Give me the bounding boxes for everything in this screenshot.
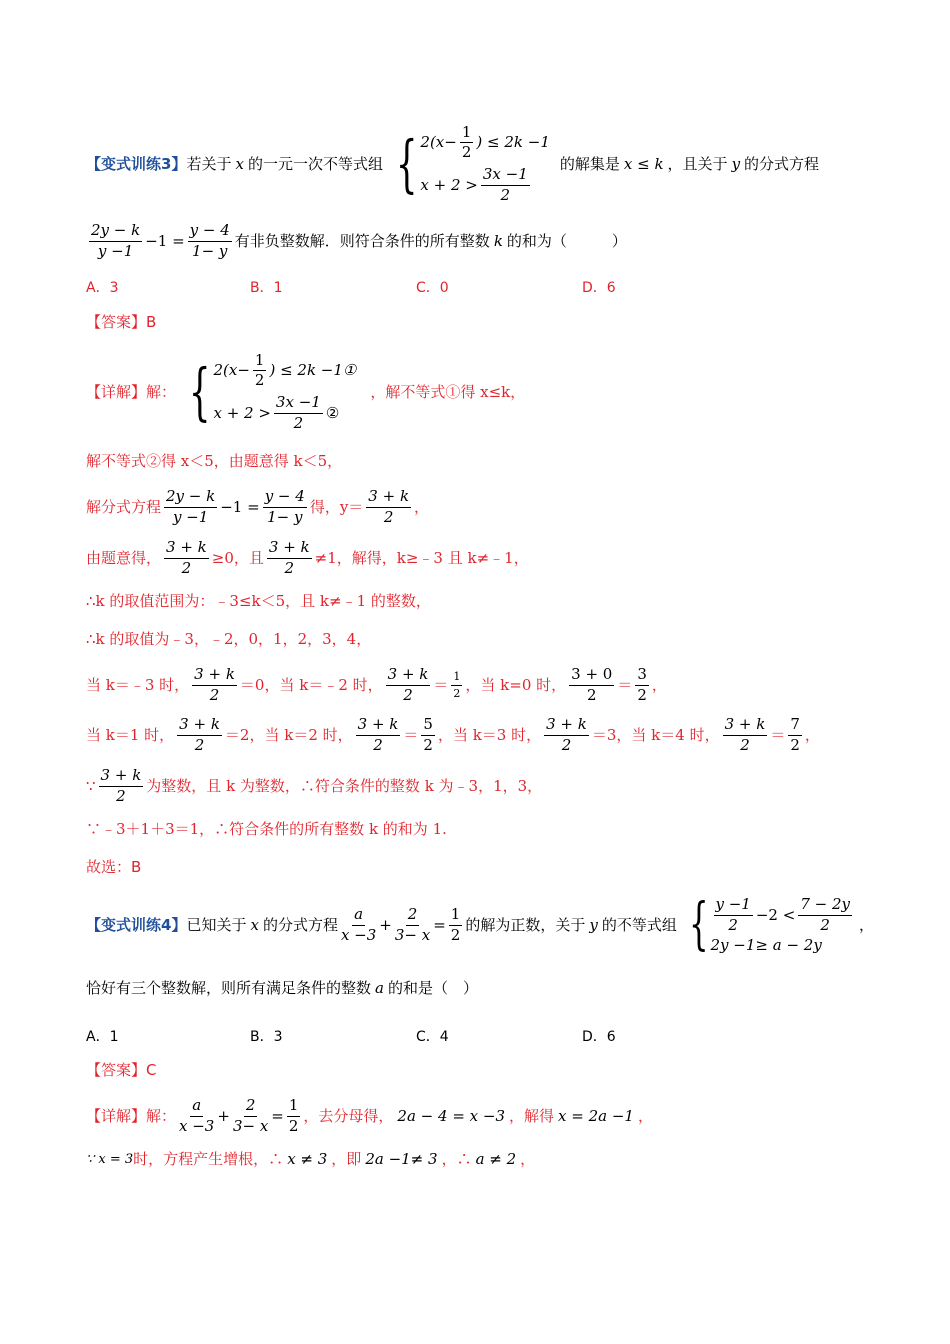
q3-inequality-system [387, 122, 550, 204]
q4-option-a: A．1 [86, 1029, 119, 1045]
q3-step6 [86, 664, 667, 706]
q3-sys-row2-a: x + 2 > [420, 175, 478, 194]
q4-after: 的解为正数，关于 [465, 915, 586, 934]
q4-detail-line2 [86, 1152, 535, 1167]
q3-detail-line [86, 346, 525, 438]
q3-d-row2-num: 3x −1 [274, 395, 323, 414]
q3-eq-frac1-den: y −1 [97, 241, 134, 260]
q3-l7-e: ＝3，当 k＝4 时， [591, 725, 720, 744]
q4-d-f3-den: 2 [288, 1116, 299, 1135]
q3-step8 [86, 765, 542, 807]
q3-l6-f1-num: 3 + k [192, 667, 237, 686]
q3-l7-f6-den: 2 [790, 735, 800, 754]
q3-detail-system [180, 350, 357, 432]
q4-f3-num: 1 [449, 907, 463, 926]
q4-detail-tag: 【详解】解： [86, 1106, 177, 1125]
q3-l8-num: 3 + k [99, 768, 144, 787]
q3-detail-tag: 【详解】解： [86, 382, 177, 401]
q4-d-eq: = [271, 1106, 284, 1125]
q3-l6-f2-den: 2 [403, 685, 413, 704]
q3-step2 [86, 486, 429, 528]
q4-f2-den: 3− x [394, 925, 431, 944]
q3-option-b: B．1 [250, 280, 283, 296]
q3-l2-f1-num: 2y − k [164, 489, 217, 508]
q3-l3-b: ≥0，且 [211, 548, 264, 567]
q4-option-b: B．3 [250, 1029, 283, 1045]
q3-d-row1-num: 1 [253, 353, 267, 372]
q4-s1-f2-num: 7 − 2y [798, 897, 852, 916]
q3-tag: 【变式训练3】 [86, 154, 187, 173]
q4-question-line1 [86, 886, 874, 964]
q3-l7-f1-num: 3 + k [177, 717, 222, 736]
q4-last-b: 时，方程产生增根，∴ [133, 1150, 284, 1168]
q3-l6-f5-num: 3 [635, 667, 649, 686]
q3-l3-c: ≠1，解得，k≥﹣3 且 k≠﹣1， [314, 548, 529, 567]
q4-d-a: ，去分母得， [303, 1106, 394, 1125]
q3-l7-f5-num: 3 + k [723, 717, 768, 736]
q3-l7-f2-den: 2 [373, 735, 383, 754]
q3-l6-d: ，当 k=0 时， [465, 675, 567, 694]
q4-s1-den: 2 [728, 916, 738, 934]
q4-d-c: ，解得 [509, 1106, 555, 1125]
q3-l6-f4-num: 3 + 0 [569, 667, 614, 686]
q3-option-a: A．3 [86, 280, 119, 296]
q3-l7-f5-den: 2 [740, 735, 750, 754]
q3-sys-row1-den: 2 [461, 143, 472, 162]
q4-f2-num: 2 [406, 907, 420, 926]
q4-var-x: x [250, 915, 259, 934]
q3-l3-f2-num: 3 + k [267, 540, 312, 559]
q4-answer: 【答案】C [86, 1061, 157, 1079]
q3-cond: x ≤ k [623, 154, 664, 173]
q3-step9: ∵﹣3＋1＋3＝1，∴符合条件的所有整数 k 的和为 1. [86, 820, 447, 838]
q4-option-c: C．4 [416, 1029, 449, 1045]
q4-option-d: D．6 [582, 1029, 616, 1045]
q4-eq: = [433, 915, 446, 934]
q4-intro: 已知关于 [186, 915, 247, 934]
q3-l7-f3-den: 2 [423, 735, 433, 754]
q3-sys-row1-b: ) ≤ 2k −1 [476, 133, 550, 152]
q4-last-g: a ≠ 2 [475, 1150, 517, 1168]
q3-l7-d: ，当 k＝3 时， [437, 725, 542, 744]
q3-l3-f1-den: 2 [181, 558, 192, 577]
q3-step5: ∴k 的取值为﹣3，﹣2，0，1，2，3，4， [86, 630, 372, 648]
q4-d-e: ， [637, 1106, 653, 1125]
q3-after-cond: ，且关于 [667, 154, 728, 173]
q4-d-f1-num: a [190, 1098, 203, 1117]
q4-d-d: x = 2a −1 [558, 1106, 634, 1125]
q3-l2-f2-den: 1− y [267, 507, 303, 526]
q3-answer: 【答案】B [86, 313, 157, 331]
q4-s1-mid: −2 < [755, 906, 796, 924]
q3-eq-end: 的和为（ ） [506, 231, 627, 250]
q3-l7-f2-num: 3 + k [356, 717, 401, 736]
q3-eq-tail: 有非负整数解．则符合条件的所有整数 [234, 231, 490, 250]
q4-var-y: y [589, 915, 598, 934]
q4-last-e: 2a −1≠ 3 [365, 1150, 438, 1168]
q3-l2-f3-den: 2 [383, 507, 394, 526]
q3-d-row2-b: ② [325, 403, 340, 422]
q3-l7-a: 当 k＝1 时， [86, 725, 175, 744]
q3-l7-f3-num: 5 [421, 717, 435, 736]
q3-sys-row2-den: 2 [500, 185, 511, 204]
q4-f3-den: 2 [450, 925, 461, 944]
q3-tail: 的分式方程 [744, 154, 820, 173]
q3-l2-f3-num: 3 + k [366, 489, 411, 508]
q4-detail-line [86, 1095, 653, 1137]
q4-comma: ， [858, 915, 874, 934]
q3-l6-a: 当 k＝﹣3 时， [86, 675, 190, 694]
q3-step7 [86, 714, 820, 756]
q3-l6-f2-num: 3 + k [386, 667, 431, 686]
q4-tag: 【变式训练4】 [86, 915, 187, 934]
q3-step1: 解不等式②得 x＜5，由题意得 k＜5， [86, 452, 343, 470]
q4-question-line2 [86, 981, 478, 996]
q3-sys-row1-a: 2(x− [420, 133, 457, 152]
q4-d-plus: + [217, 1106, 230, 1125]
q3-l7-c: ＝ [403, 725, 419, 744]
brace-icon: { [688, 892, 709, 957]
q3-l7-g: ， [804, 725, 820, 744]
q3-eq-mid: −1 = [145, 231, 185, 250]
q3-l8-den: 2 [116, 786, 126, 805]
q3-intro: 若关于 [186, 154, 232, 173]
q3-step3 [86, 537, 529, 579]
q3-d-row1-den: 2 [254, 371, 265, 390]
q3-l8-b: 为整数，且 k 为整数，∴符合条件的整数 k 为﹣3，1，3， [146, 776, 543, 795]
q3-mid: 的一元一次不等式组 [247, 154, 383, 173]
q3-l2-a: 解分式方程 [86, 497, 162, 516]
q4-tail: 的不等式组 [601, 915, 677, 934]
brace-icon: { [395, 127, 418, 200]
brace-icon: { [188, 355, 211, 428]
q3-l7-f: ＝ [770, 725, 786, 744]
q3-var-y: y [731, 154, 741, 173]
q3-l2-f2-num: y − 4 [263, 489, 307, 508]
q3-l8-a: ∵ [86, 776, 96, 795]
q4-f1-num: a [352, 907, 365, 926]
q3-l6-c: ＝ [433, 675, 449, 694]
q4-last-f: ，∴ [441, 1150, 472, 1168]
q3-l2-f1-den: y −1 [172, 507, 209, 526]
q3-l7-f6-num: 7 [788, 717, 802, 736]
q3-eq-frac1-num: 2y − k [89, 223, 142, 242]
q3-l6-f3-num: 1 [451, 671, 462, 686]
q4-last-a: ∵ x = 3 [86, 1152, 134, 1167]
q4-d-f1-den: x −3 [179, 1116, 215, 1135]
q3-d-row2-a: x + 2 > [213, 403, 271, 422]
q4-line2-end: 的和是（ ） [387, 979, 478, 997]
q4-line2: 恰好有三个整数解，则所有满足条件的整数 [86, 979, 372, 997]
q3-d-row1-b: ) ≤ 2k −1① [269, 361, 357, 380]
q3-option-c: C．0 [416, 280, 449, 296]
q3-var-x: x [235, 154, 244, 173]
q4-plus: + [379, 915, 392, 934]
q4-mid: 的分式方程 [262, 915, 338, 934]
q3-l6-f3-den: 2 [453, 686, 461, 700]
q4-d-f2-num: 2 [244, 1098, 258, 1117]
q4-last-d: ，即 [331, 1150, 362, 1168]
q3-l6-f: ， [651, 675, 667, 694]
q3-question-line2 [86, 220, 627, 262]
q4-inequality-system [681, 892, 855, 957]
q3-eq-k: k [493, 231, 503, 250]
q4-d-b: 2a − 4 = x −3 [397, 1106, 505, 1125]
q3-sys-row1-num: 1 [460, 125, 474, 144]
q4-last-h: ， [520, 1150, 536, 1168]
q3-l3-f1-num: 3 + k [164, 540, 209, 559]
q4-s1-f2-den: 2 [820, 916, 830, 934]
q4-last-c: x ≠ 3 [287, 1150, 328, 1168]
q3-l6-f4-den: 2 [586, 685, 597, 704]
q3-l7-f4-num: 3 + k [544, 717, 589, 736]
q3-question-line1 [86, 118, 819, 210]
q3-l6-e: ＝ [617, 675, 633, 694]
q3-l3-a: 由题意得， [86, 548, 162, 567]
q3-l6-b: ＝0，当 k＝﹣2 时， [239, 675, 383, 694]
q3-d-row2-den: 2 [293, 413, 304, 432]
q3-l6-f1-den: 2 [209, 685, 220, 704]
q3-l3-f2-den: 2 [284, 558, 295, 577]
q3-l7-b: ＝2，当 k＝2 时， [224, 725, 353, 744]
q4-s1-num: y −1 [714, 897, 753, 916]
q3-eq-frac2-num: y − 4 [188, 223, 232, 242]
q3-option-d: D．6 [582, 280, 616, 296]
q4-line2-a: a [375, 979, 384, 997]
q3-eq-frac2-den: 1− y [192, 241, 228, 260]
q4-d-f3-num: 1 [287, 1098, 301, 1117]
q3-l7-f1-den: 2 [194, 735, 205, 754]
q4-f1-den: x −3 [340, 925, 377, 944]
q3-l2-mid: −1 = [220, 497, 260, 516]
q4-s2: 2y −1≥ a − 2y [710, 935, 822, 954]
q3-after-sys: 的解集是 [559, 154, 620, 173]
q4-d-f2-den: 3− x [232, 1116, 269, 1135]
q3-l6-f5-den: 2 [637, 685, 647, 704]
q3-d-row1-a: 2(x− [213, 361, 250, 380]
q3-l7-f4-den: 2 [561, 735, 572, 754]
q3-l2-c: ， [414, 497, 430, 516]
q3-d-after: ，解不等式①得 x≤k， [370, 382, 526, 401]
q3-sys-row2-num: 3x −1 [481, 167, 530, 186]
q3-step4: ∴k 的取值范围为：﹣3≤k＜5，且 k≠﹣1 的整数， [86, 592, 431, 610]
q3-l2-b: 得，y＝ [309, 497, 364, 516]
q3-conclusion: 故选：B [86, 858, 142, 876]
